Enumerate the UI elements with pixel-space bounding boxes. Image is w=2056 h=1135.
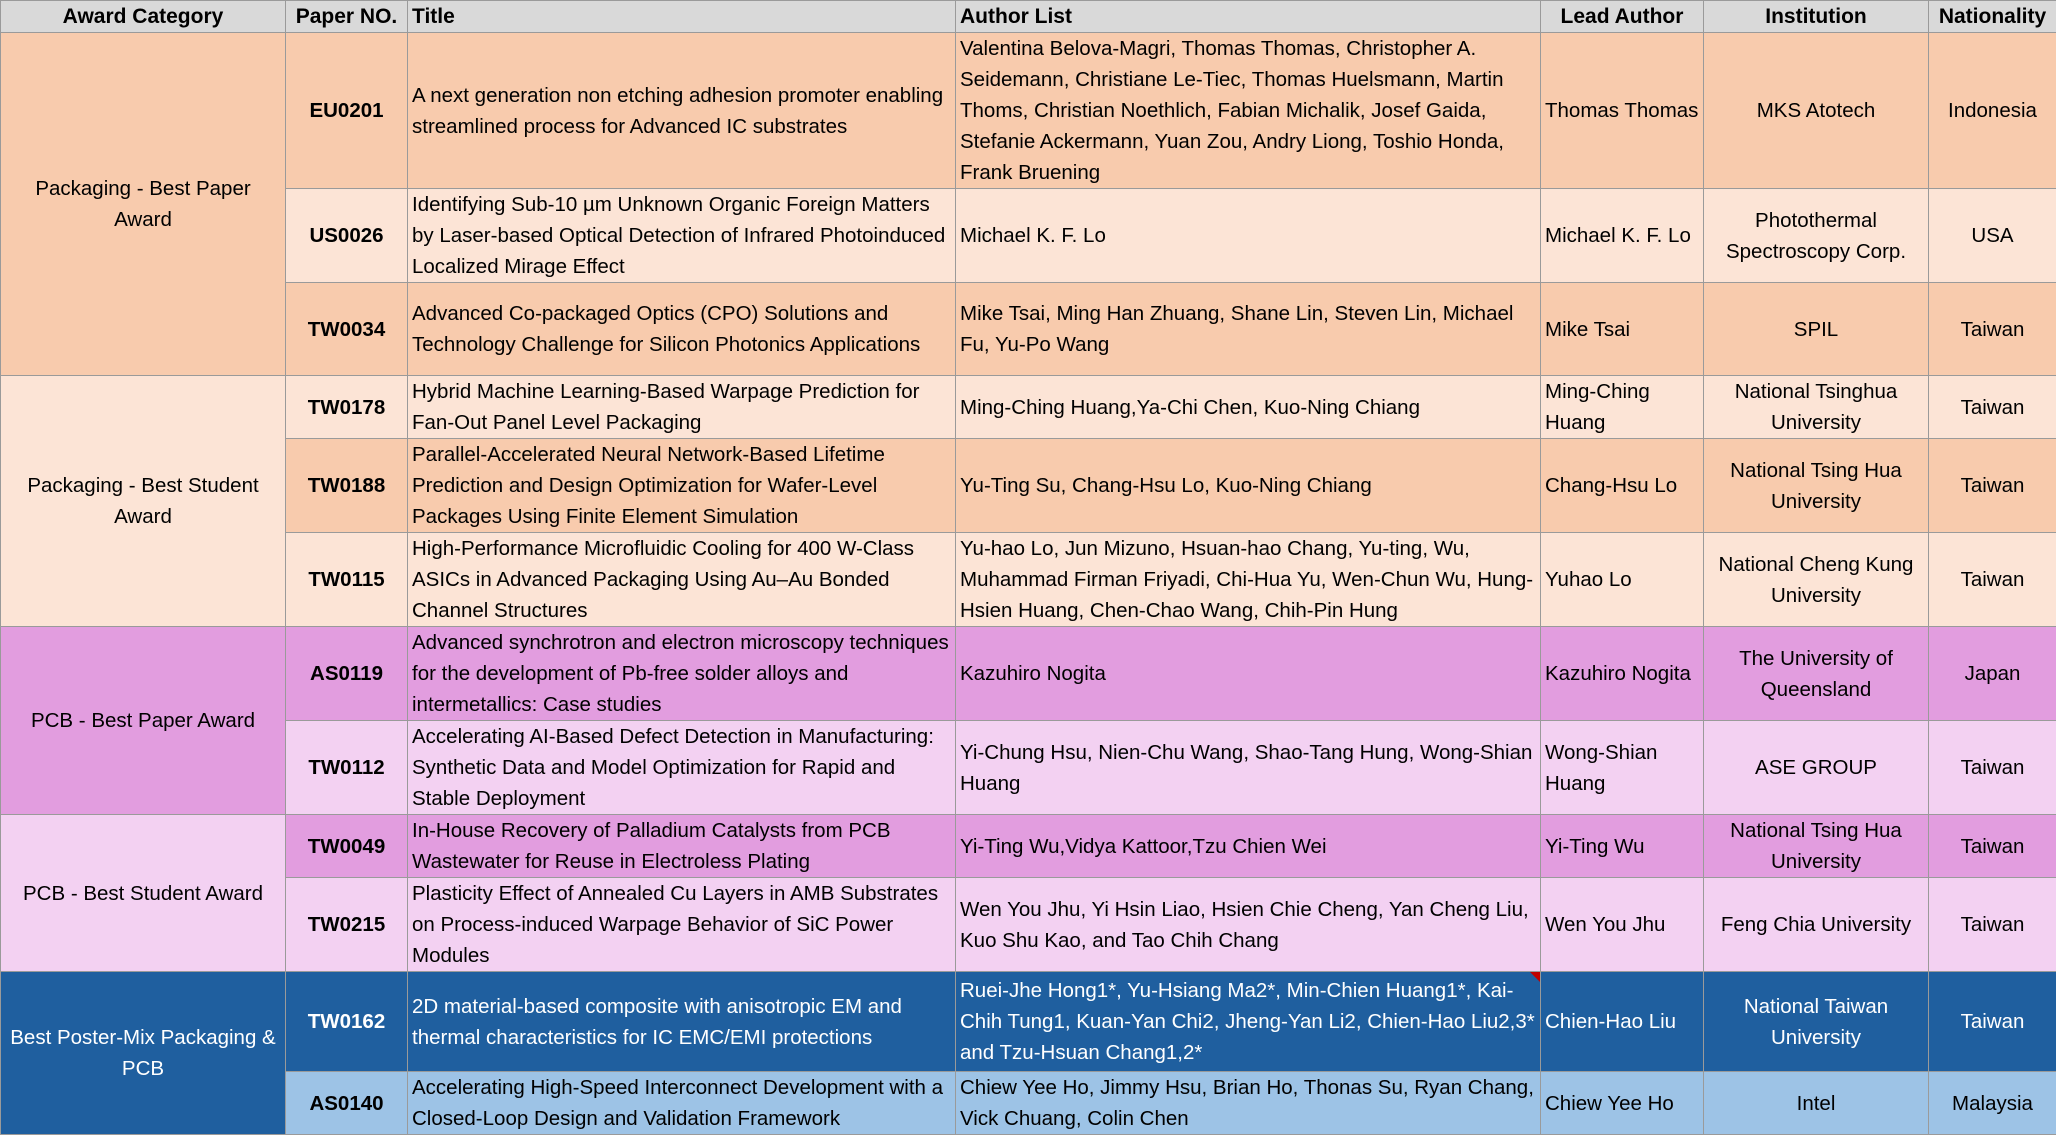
header-institution: Institution xyxy=(1704,1,1929,33)
title-cell: In-House Recovery of Palladium Catalysts from PCB Wastewater for Reuse in Electroless Plating xyxy=(408,815,956,878)
lead-author-cell: Wong-Shian Huang xyxy=(1541,721,1704,815)
nationality-cell: Taiwan xyxy=(1929,376,2056,439)
table-row xyxy=(1,533,2056,627)
nationality-cell: Malaysia xyxy=(1929,1072,2056,1135)
header-title: Title xyxy=(408,1,956,33)
table-row xyxy=(1,972,2056,1072)
author-list-cell: Yu-Ting Su, Chang-Hsu Lo, Kuo-Ning Chiang xyxy=(956,439,1541,533)
award-category-cell: Packaging - Best Student Award xyxy=(1,376,286,627)
header-lead-author: Lead Author xyxy=(1541,1,1704,33)
header-paper-no: Paper NO. xyxy=(286,1,408,33)
header-award-category: Award Category xyxy=(1,1,286,33)
title-cell: Plasticity Effect of Annealed Cu Layers in AMB Substrates on Process-induced Warpage Behavior of SiC Power Modules xyxy=(408,878,956,972)
author-list-cell: Chiew Yee Ho, Jimmy Hsu, Brian Ho, Thonas Su, Ryan Chang, Vick Chuang, Colin Chen xyxy=(956,1072,1541,1135)
nationality-cell: Taiwan xyxy=(1929,533,2056,627)
author-list-cell: Valentina Belova-Magri, Thomas Thomas, Christopher A. Seidemann, Christiane Le-Tiec, Thomas Huelsmann, Martin Thoms, Christian Noethlich, Fabian Michalik, Josef Gaida, Stefanie Ackermann, Yuan Zou, Andry Liong, Toshio Honda, Frank Bruening xyxy=(956,33,1541,189)
table-row xyxy=(1,33,2056,189)
paper-no-cell: TW0178 xyxy=(286,376,408,439)
paper-no-cell: US0026 xyxy=(286,189,408,283)
paper-no-cell: TW0215 xyxy=(286,878,408,972)
author-list-cell: Yi-Chung Hsu, Nien-Chu Wang, Shao-Tang Hung, Wong-Shian Huang xyxy=(956,721,1541,815)
lead-author-cell: Chiew Yee Ho xyxy=(1541,1072,1704,1135)
lead-author-cell: Yuhao Lo xyxy=(1541,533,1704,627)
lead-author-cell: Chien-Hao Liu xyxy=(1541,972,1704,1072)
institution-cell: MKS Atotech xyxy=(1704,33,1929,189)
lead-author-cell: Ming-Ching Huang xyxy=(1541,376,1704,439)
table-row xyxy=(1,1072,2056,1135)
paper-no-cell: EU0201 xyxy=(286,33,408,189)
author-list-cell: Wen You Jhu, Yi Hsin Liao, Hsien Chie Cheng, Yan Cheng Liu, Kuo Shu Kao, and Tao Chih Chang xyxy=(956,878,1541,972)
author-list-cell: Kazuhiro Nogita xyxy=(956,627,1541,721)
title-cell: A next generation non etching adhesion promoter enabling streamlined process for Advanced IC substrates xyxy=(408,33,956,189)
title-cell: Accelerating High-Speed Interconnect Development with a Closed-Loop Design and Validation Framework xyxy=(408,1072,956,1135)
institution-cell: National Tsinghua University xyxy=(1704,376,1929,439)
institution-cell: National Taiwan University xyxy=(1704,972,1929,1072)
title-cell: High-Performance Microfluidic Cooling for 400 W-Class ASICs in Advanced Packaging Using Au–Au Bonded Channel Structures xyxy=(408,533,956,627)
author-list-cell: Michael K. F. Lo xyxy=(956,189,1541,283)
nationality-cell: USA xyxy=(1929,189,2056,283)
nationality-cell: Japan xyxy=(1929,627,2056,721)
institution-cell: National Tsing Hua University xyxy=(1704,439,1929,533)
paper-no-cell: AS0119 xyxy=(286,627,408,721)
author-list-cell: Mike Tsai, Ming Han Zhuang, Shane Lin, Steven Lin, Michael Fu, Yu-Po Wang xyxy=(956,283,1541,376)
nationality-cell: Taiwan xyxy=(1929,972,2056,1072)
table-row xyxy=(1,815,2056,878)
paper-no-cell: TW0112 xyxy=(286,721,408,815)
nationality-cell: Taiwan xyxy=(1929,878,2056,972)
institution-cell: SPIL xyxy=(1704,283,1929,376)
institution-cell: National Cheng Kung University xyxy=(1704,533,1929,627)
award-category-cell: PCB - Best Student Award xyxy=(1,815,286,972)
paper-no-cell: TW0049 xyxy=(286,815,408,878)
table-row xyxy=(1,376,2056,439)
lead-author-cell: Kazuhiro Nogita xyxy=(1541,627,1704,721)
paper-no-cell: TW0188 xyxy=(286,439,408,533)
institution-cell: The University of Queensland xyxy=(1704,627,1929,721)
paper-no-cell: TW0115 xyxy=(286,533,408,627)
nationality-cell: Taiwan xyxy=(1929,815,2056,878)
title-cell: Identifying Sub-10 µm Unknown Organic Foreign Matters by Laser-based Optical Detection of Infrared Photoinduced Localized Mirage Effect xyxy=(408,189,956,283)
nationality-cell: Indonesia xyxy=(1929,33,2056,189)
author-list-cell: Yu-hao Lo, Jun Mizuno, Hsuan-hao Chang, Yu-ting, Wu, Muhammad Firman Friyadi, Chi-Hua Yu, Wen-Chun Wu, Hung-Hsien Huang, Chen-Chao Wang, Chih-Pin Hung xyxy=(956,533,1541,627)
table-row xyxy=(1,189,2056,283)
nationality-cell: Taiwan xyxy=(1929,283,2056,376)
award-category-cell: Best Poster-Mix Packaging & PCB xyxy=(1,972,286,1135)
author-list-cell: Ming-Ching Huang,Ya-Chi Chen, Kuo-Ning Chiang xyxy=(956,376,1541,439)
institution-cell: Photothermal Spectroscopy Corp. xyxy=(1704,189,1929,283)
table-row xyxy=(1,878,2056,972)
author-list-cell: Ruei-Jhe Hong1*, Yu-Hsiang Ma2*, Min-Chien Huang1*, Kai-Chih Tung1, Kuan-Yan Chi2, Jheng-Yan Li2, Chien-Hao Liu2,3* and Tzu-Hsuan Chang1,2* xyxy=(956,972,1541,1072)
title-cell: 2D material-based composite with anisotropic EM and thermal characteristics for IC EMC/EMI protections xyxy=(408,972,956,1072)
lead-author-cell: Chang-Hsu Lo xyxy=(1541,439,1704,533)
institution-cell: Feng Chia University xyxy=(1704,878,1929,972)
nationality-cell: Taiwan xyxy=(1929,439,2056,533)
lead-author-cell: Mike Tsai xyxy=(1541,283,1704,376)
lead-author-cell: Yi-Ting Wu xyxy=(1541,815,1704,878)
lead-author-cell: Wen You Jhu xyxy=(1541,878,1704,972)
nationality-cell: Taiwan xyxy=(1929,721,2056,815)
paper-no-cell: TW0034 xyxy=(286,283,408,376)
title-cell: Advanced Co-packaged Optics (CPO) Solutions and Technology Challenge for Silicon Photonics Applications xyxy=(408,283,956,376)
title-cell: Accelerating AI-Based Defect Detection in Manufacturing: Synthetic Data and Model Optimization for Rapid and Stable Deployment xyxy=(408,721,956,815)
paper-no-cell: TW0162 xyxy=(286,972,408,1072)
table-row xyxy=(1,721,2056,815)
title-cell: Advanced synchrotron and electron microscopy techniques for the development of Pb-free solder alloys and intermetallics: Case studies xyxy=(408,627,956,721)
institution-cell: National Tsing Hua University xyxy=(1704,815,1929,878)
award-category-cell: PCB - Best Paper Award xyxy=(1,627,286,815)
header-author-list: Author List xyxy=(956,1,1541,33)
institution-cell: ASE GROUP xyxy=(1704,721,1929,815)
lead-author-cell: Michael K. F. Lo xyxy=(1541,189,1704,283)
header-nationality: Nationality xyxy=(1929,1,2056,33)
award-category-cell: Packaging - Best Paper Award xyxy=(1,33,286,376)
lead-author-cell: Thomas Thomas xyxy=(1541,33,1704,189)
table-row xyxy=(1,283,2056,376)
author-list-cell: Yi-Ting Wu,Vidya Kattoor,Tzu Chien Wei xyxy=(956,815,1541,878)
header-row xyxy=(1,1,2056,33)
table-row xyxy=(1,439,2056,533)
institution-cell: Intel xyxy=(1704,1072,1929,1135)
paper-no-cell: AS0140 xyxy=(286,1072,408,1135)
table-row xyxy=(1,627,2056,721)
title-cell: Hybrid Machine Learning-Based Warpage Prediction for Fan-Out Panel Level Packaging xyxy=(408,376,956,439)
title-cell: Parallel-Accelerated Neural Network-Based Lifetime Prediction and Design Optimization for Wafer-Level Packages Using Finite Element Simulation xyxy=(408,439,956,533)
